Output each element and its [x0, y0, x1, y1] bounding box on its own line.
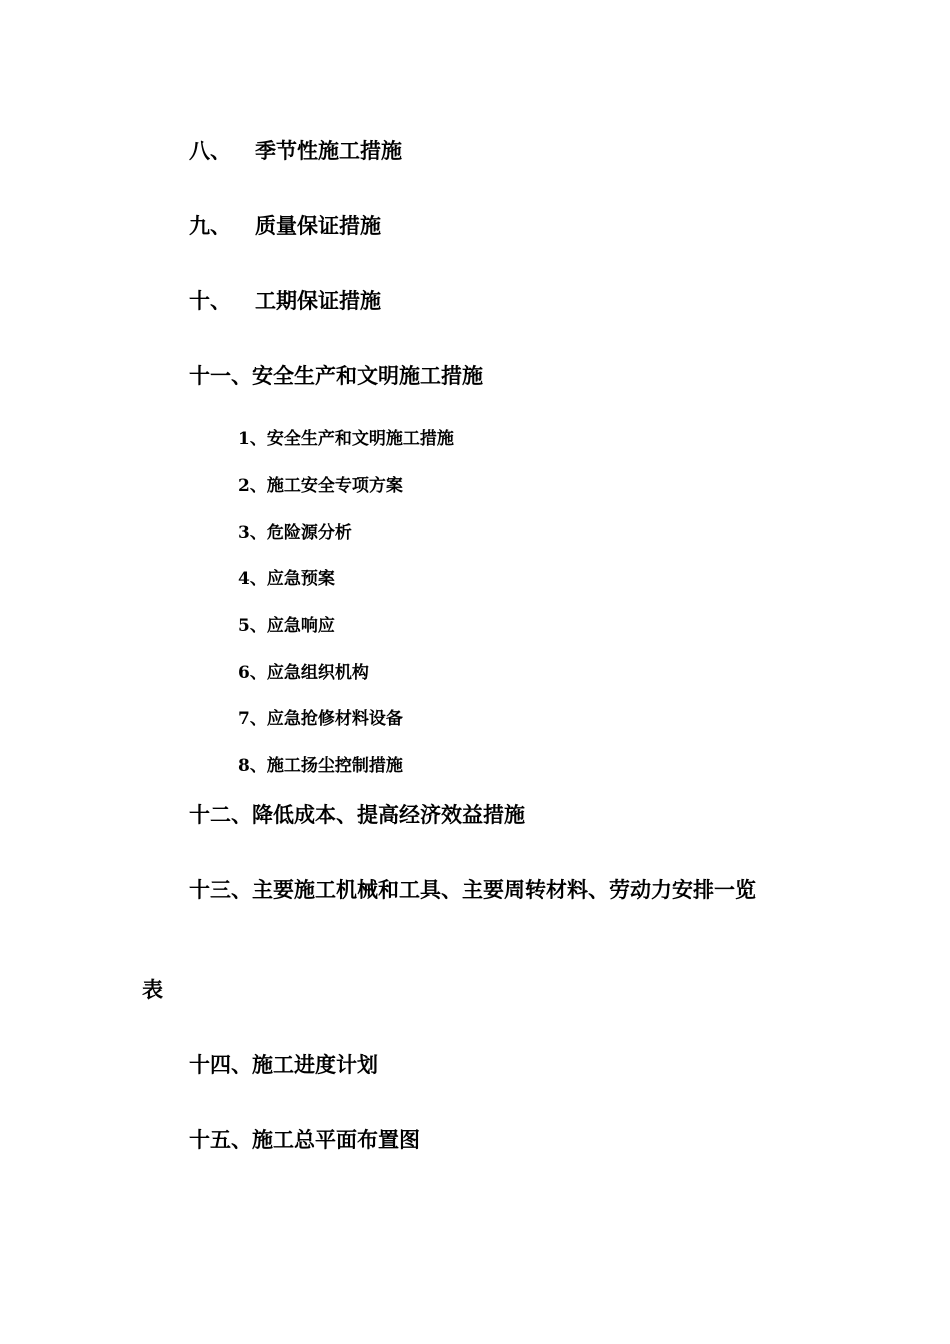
toc-heading-12	[189, 801, 525, 829]
toc-title: 降低成本、提高经济效益措施	[252, 802, 525, 827]
toc-title: 季节性施工措施	[255, 138, 402, 163]
toc-subitem-2: 2、施工安全专项方案	[238, 476, 403, 496]
toc-subitem-6: 6、应急组织机构	[238, 663, 369, 683]
toc-number: 十四、	[189, 1052, 252, 1077]
toc-title: 施工进度计划	[252, 1052, 378, 1077]
toc-heading-13-continuation: 表	[142, 977, 163, 1002]
toc-heading-11	[189, 362, 483, 390]
toc-subitem-3: 3、危险源分析	[238, 523, 352, 543]
toc-subitem-4: 4、应急预案	[238, 569, 335, 589]
toc-heading-8	[189, 137, 402, 165]
toc-number: 十五、	[189, 1127, 252, 1152]
toc-number: 十二、	[189, 802, 252, 827]
toc-heading-9	[189, 212, 381, 240]
toc-heading-15	[189, 1126, 420, 1154]
toc-heading-10	[189, 287, 381, 315]
toc-number: 十一、	[189, 363, 252, 388]
toc-number: 八、	[189, 138, 231, 163]
toc-title: 施工总平面布置图	[252, 1127, 420, 1152]
toc-heading-14	[189, 1051, 378, 1079]
toc-subitem-1: 1、安全生产和文明施工措施	[238, 429, 454, 449]
toc-subitem-8: 8、施工扬尘控制措施	[238, 756, 403, 776]
toc-title: 工期保证措施	[255, 288, 381, 313]
toc-title: 安全生产和文明施工措施	[252, 363, 483, 388]
toc-title: 质量保证措施	[255, 213, 381, 238]
toc-number: 九、	[189, 213, 231, 238]
toc-subitem-5: 5、应急响应	[238, 616, 335, 636]
toc-subitem-7: 7、应急抢修材料设备	[238, 709, 403, 729]
toc-heading-13	[189, 876, 756, 904]
toc-title: 主要施工机械和工具、主要周转材料、劳动力安排一览	[252, 877, 756, 902]
toc-number: 十三、	[189, 877, 252, 902]
toc-number: 十、	[189, 288, 231, 313]
